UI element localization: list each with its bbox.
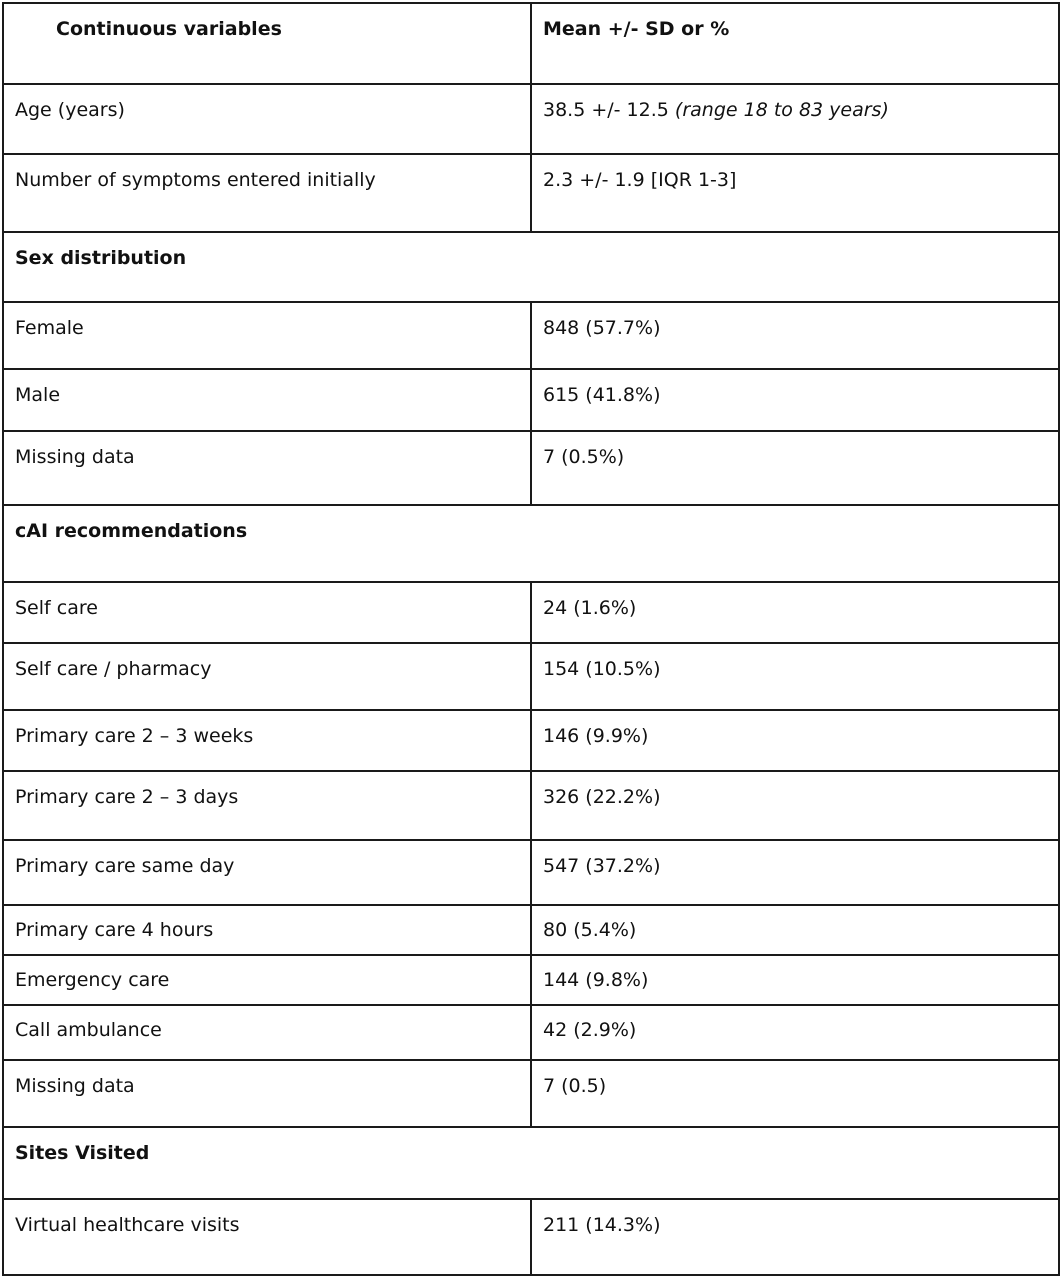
table-row bbox=[3, 840, 1059, 905]
row-label: Primary care 2 – 3 days bbox=[3, 771, 531, 840]
row-label: Age (years) bbox=[3, 84, 531, 154]
row-value: 211 (14.3%) bbox=[531, 1199, 1059, 1275]
row-label: Male bbox=[3, 369, 531, 431]
row-label: Missing data bbox=[3, 1060, 531, 1127]
row-value: 326 (22.2%) bbox=[531, 771, 1059, 840]
row-label: Primary care 4 hours bbox=[3, 905, 531, 955]
row-label: Virtual healthcare visits bbox=[3, 1199, 531, 1275]
row-label: Missing data bbox=[3, 431, 531, 505]
table-row bbox=[3, 771, 1059, 840]
table-row bbox=[3, 905, 1059, 955]
row-label: Self care bbox=[3, 582, 531, 643]
table-row bbox=[3, 84, 1059, 154]
row-value: 24 (1.6%) bbox=[531, 582, 1059, 643]
row-label: Primary care 2 – 3 weeks bbox=[3, 710, 531, 771]
table-row bbox=[3, 1060, 1059, 1127]
header-cell-mean: Mean +/- SD or % bbox=[531, 3, 1059, 84]
row-label: Emergency care bbox=[3, 955, 531, 1005]
row-label: Primary care same day bbox=[3, 840, 531, 905]
row-value: 7 (0.5%) bbox=[531, 431, 1059, 505]
row-value: 848 (57.7%) bbox=[531, 302, 1059, 369]
section-title-sex: Sex distribution bbox=[3, 232, 1059, 302]
section-title-sites: Sites Visited bbox=[3, 1127, 1059, 1199]
row-value: 2.3 +/- 1.9 [IQR 1-3] bbox=[531, 154, 1059, 232]
section-header-row bbox=[3, 505, 1059, 582]
header-cell-variables: Continuous variables bbox=[3, 3, 531, 84]
row-label: Self care / pharmacy bbox=[3, 643, 531, 710]
row-value: 146 (9.9%) bbox=[531, 710, 1059, 771]
section-title-cai: cAI recommendations bbox=[3, 505, 1059, 582]
section-header-row bbox=[3, 1127, 1059, 1199]
row-value: 42 (2.9%) bbox=[531, 1005, 1059, 1060]
row-value: 154 (10.5%) bbox=[531, 643, 1059, 710]
row-label: Female bbox=[3, 302, 531, 369]
row-value bbox=[531, 84, 1059, 154]
table-row bbox=[3, 1199, 1059, 1275]
table-row bbox=[3, 710, 1059, 771]
row-value: 80 (5.4%) bbox=[531, 905, 1059, 955]
table-row bbox=[3, 1005, 1059, 1060]
row-value: 144 (9.8%) bbox=[531, 955, 1059, 1005]
data-table bbox=[2, 2, 1060, 1276]
table-row bbox=[3, 302, 1059, 369]
age-range: (range 18 to 83 years) bbox=[674, 99, 889, 121]
row-label: Call ambulance bbox=[3, 1005, 531, 1060]
table-row bbox=[3, 643, 1059, 710]
section-header-row bbox=[3, 232, 1059, 302]
table-header-row bbox=[3, 3, 1059, 84]
table-row bbox=[3, 955, 1059, 1005]
age-value: 38.5 +/- 12.5 bbox=[543, 99, 669, 121]
row-value: 7 (0.5) bbox=[531, 1060, 1059, 1127]
table-row bbox=[3, 431, 1059, 505]
row-value: 615 (41.8%) bbox=[531, 369, 1059, 431]
row-label: Number of symptoms entered initially bbox=[3, 154, 531, 232]
table-row bbox=[3, 154, 1059, 232]
table-row bbox=[3, 369, 1059, 431]
row-value: 547 (37.2%) bbox=[531, 840, 1059, 905]
table-row bbox=[3, 582, 1059, 643]
